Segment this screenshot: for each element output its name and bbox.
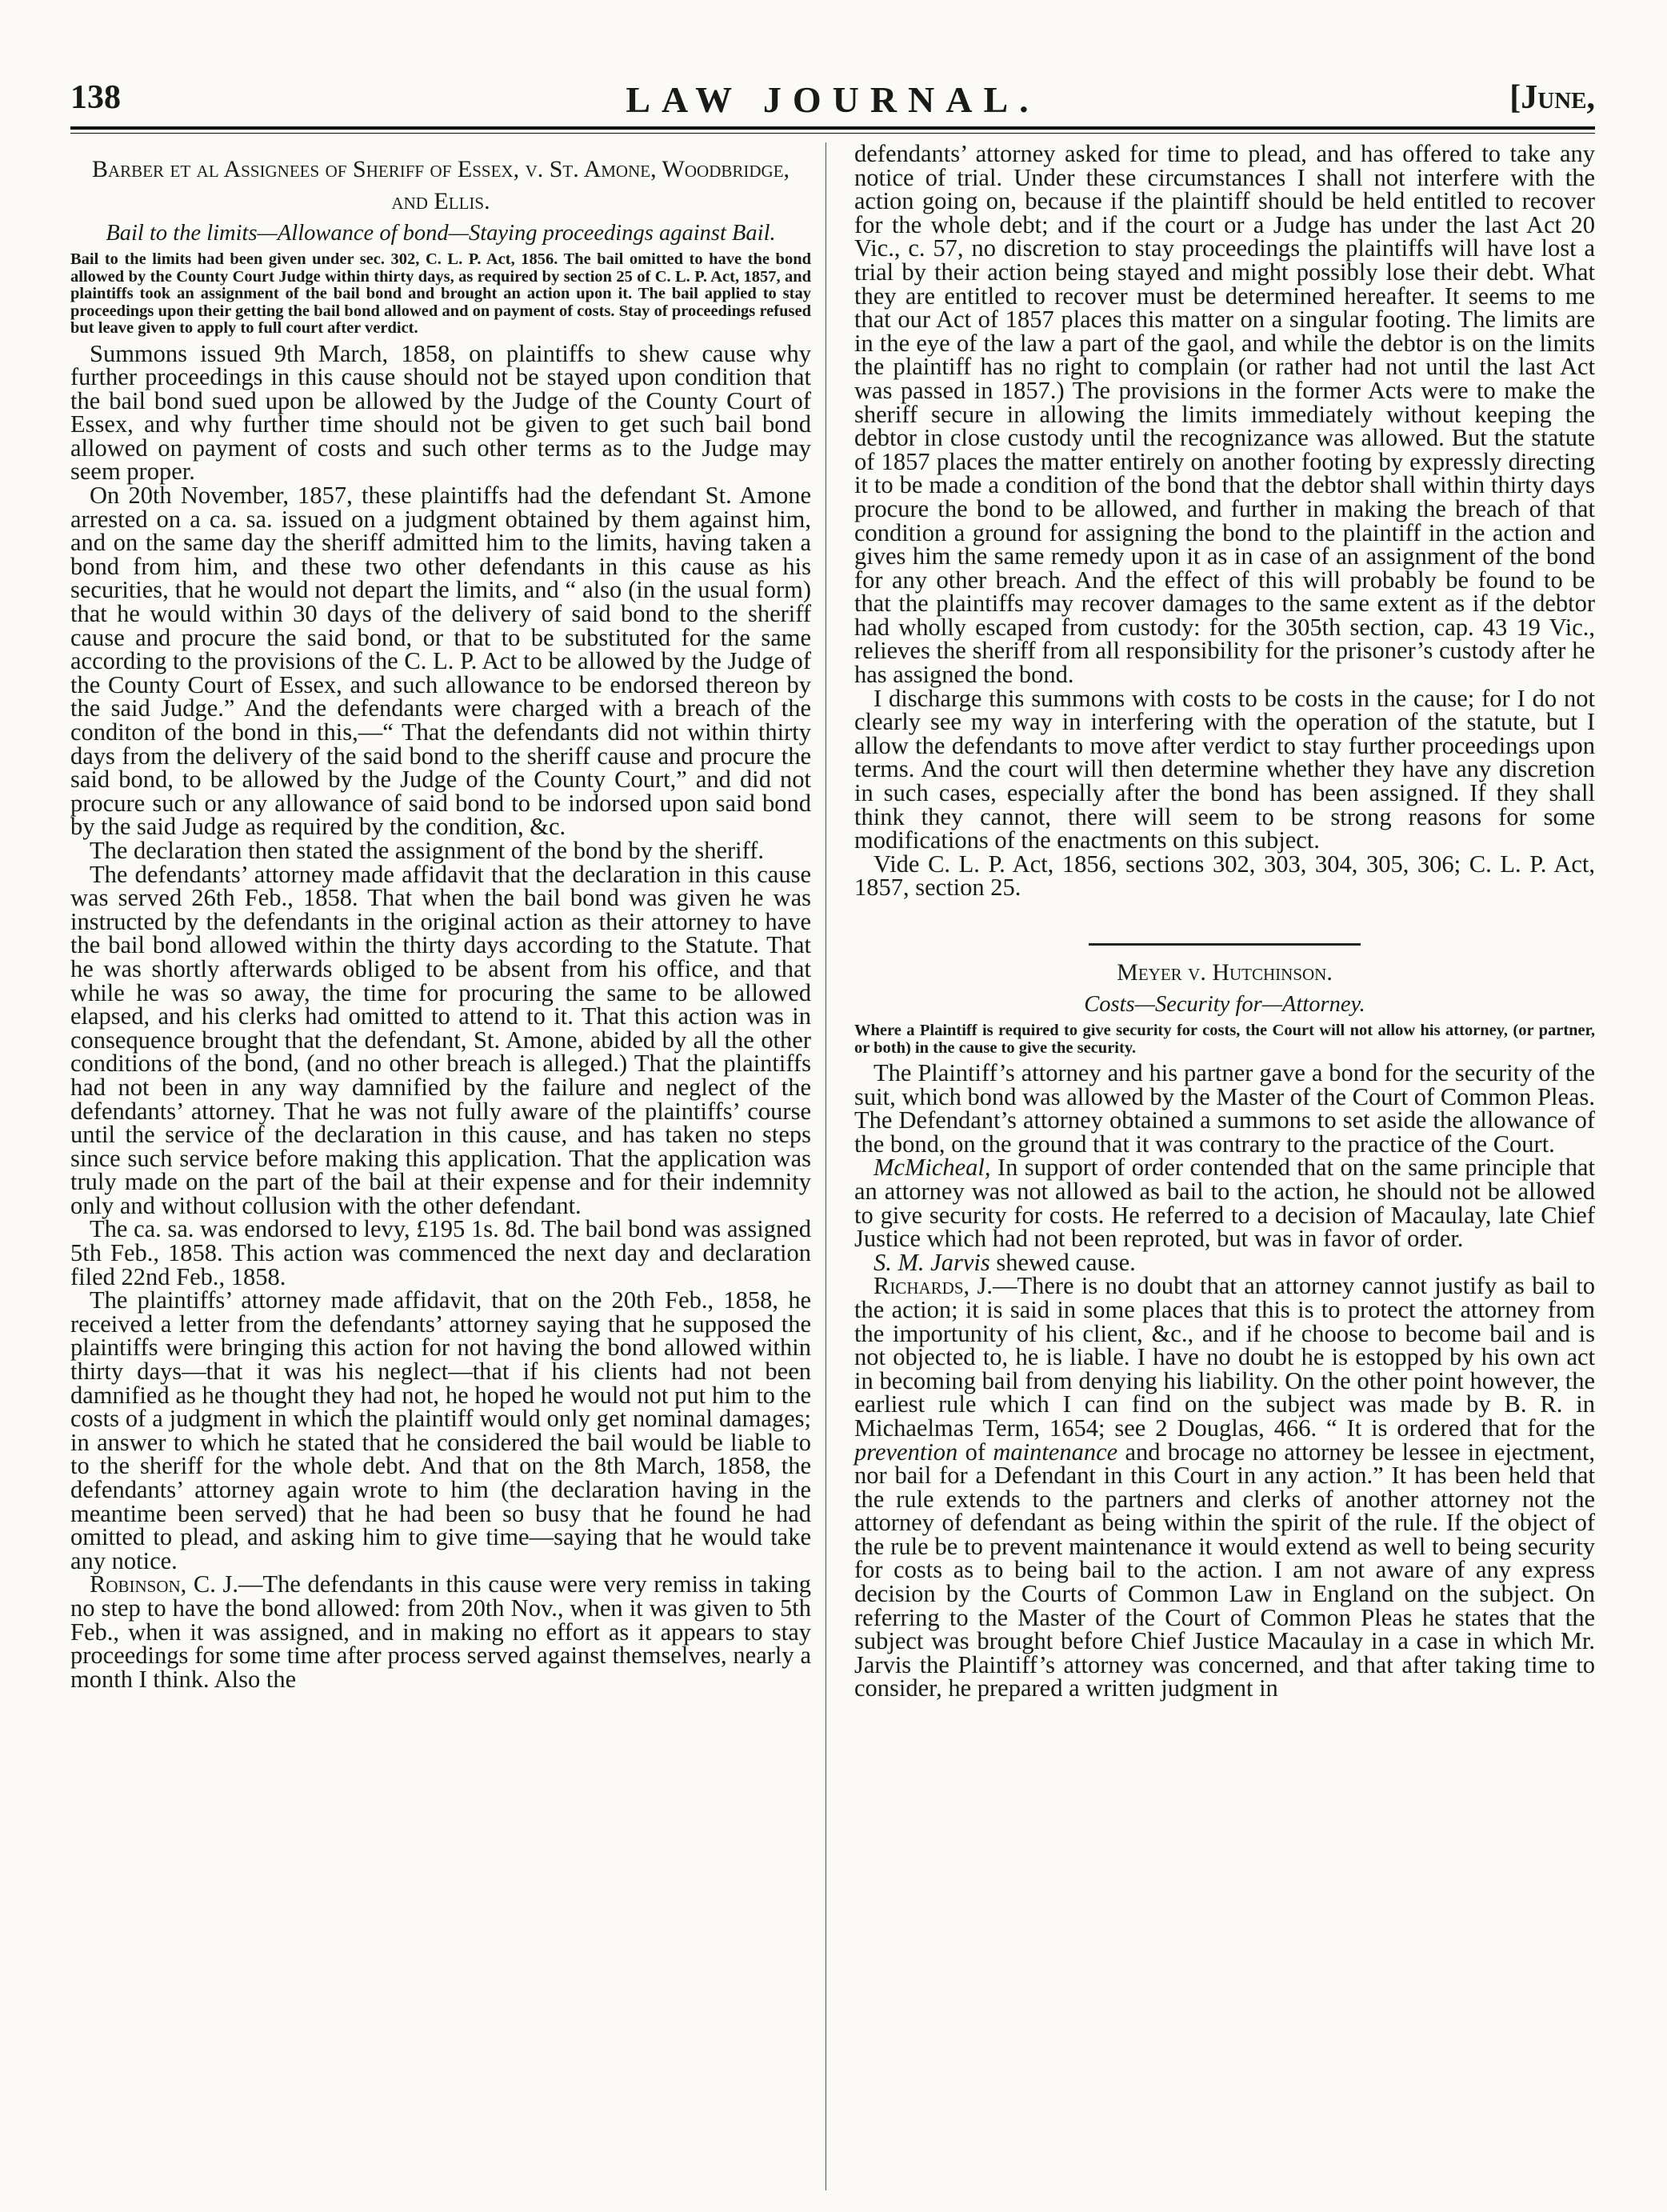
statute-reference: Vide C. L. P. Act, 1856, sections 302, 303, 304, 305, 306; C. L. P. Act, 1857, section 25. — [854, 850, 1595, 902]
case1-paragraph: Summons issued 9th March, 1858, on plaintiffs to shew cause why further proceedings in this cause should not be stayed upon condition that the bail bond sued upon be allowed by the Judge of the County Court of Essex, and why further time should not be given to get such bail bond allowed on payment of costs and such other terms as to the Judge may seem proper. — [70, 339, 811, 486]
judgment-continued: defendants’ attorney asked for time to plead, and has offered to take any notice of trial. Under these circumstances I shall not interfere with the action going on, because if the plaintiff should be held entitled to recover for the whole debt; and if the court or a Judge has under the last Act 20 Vic., c. 57, no discretion to stay proceedings the plaintiffs will have lost a trial by their action being stayed and might possibly lose their debt. What they are entitled to recover must be determined hereafter. It seems to me that our Act of 1857 places this matter on a singular footing. The limits are in the eye of the law a part of the gaol, and while the debtor is on the limits the plaintiff has no right to complain (or rather had not until the last Act was passed in 1857.) The provisions in the former Acts were to make the sheriff secure in allowing the limits immediately without keeping the debtor in close custody until the recognizance was allowed. But the statute of 1857 places the matter entirely on another footing by expressly directing it to be made a condition of the bond that the debtor shall within thirty days procure the bond to be allowed, and further in making the breach of that condition a ground for assigning the bond to the plaintiff in the action and gives him the same remedy upon it as in case of an assignment of the bond for any other breach. And the effect of this will probably be found to be that the plaintiffs may recover damages to the same extent as if the debtor had wholly escaped from custody: for the 305th section, cap. 43 19 Vic., relieves the sheriff from all responsibility for the prisoner’s custody after he has assigned the bond. — [854, 140, 1595, 689]
section-rule — [1089, 943, 1361, 946]
judge-name: Richards, J. — [873, 1272, 993, 1300]
counsel-text: shewed cause. — [989, 1248, 1136, 1276]
case2-subtitle: Costs—Security for—Attorney. — [1084, 992, 1365, 1017]
judgment-text: —The defendants in this cause were very remiss in taking no step to have the bond allowed: from 20th Nov., when it was given to 5th Feb., when it was assigned, and in making no effort as it appears to stay proceedings for some time after process served against themselves, nearly a month I think. Also the — [70, 1570, 811, 1693]
judgment-text: and brocage no attorney be lessee in ejectment, nor bail for a Defendant in this Court in any action.” It has been held that the rule extends to the partners and clerks of another attorney not the attorney of defendant as being within the spirit of the rule. If the object of the rule be to prevent maintenance it would extend as well to being security for costs as to being bail to the action. I am not aware of any express decision by the Courts of Common Law in England on the subject. On referring to the Master of the Court of Common Pleas he states that the subject was brought before Chief Justice Macaulay in a case in which Mr. Jarvis the Plaintiff’s attorney was concerned, and that after taking time to consider, he prepared a written judgment in — [854, 1438, 1595, 1702]
issue-month: [June, — [1509, 79, 1595, 116]
judgment-paragraph — [854, 1274, 1595, 1701]
case1-paragraph: The plaintiffs’ attorney made affidavit, that on the 20th Feb., 1858, he received a letter from the defendants’ attorney saying that he supposed the plaintiffs were bringing this action for not having the bond allowed within thirty days—that it was his neglect—that if his clients had not been damnified as he thought they had not, he hoped he would not put him to the costs of a judgment in which the plaintiff would only get nominal damages; in answer to which he stated that he considered the bail would be liable to to the sheriff for the whole debt. And that on the 8th March, 1858, the defendants’ attorney again wrote to him (the declaration having in the meantime been served) that he had been so busy that he found he had omitted to plead, and asking him to give time—saying that he would take any notice. — [70, 1286, 811, 1574]
counsel-name: McMicheal, — [873, 1154, 991, 1182]
case1-headnote: Bail to the limits had been given under sec. 302, C. L. P. Act, 1856. The bail omitted to have the bond allowed by the County Court Judge within thirty days, as required by section 25 of C. L. P. Act, 1857, and plaintiffs took an assignment of the bail bond and brought an action upon it. The bail applied to stay proceedings upon their getting the bail bond allowed and on payment of costs. Stay of proceedings refused but leave given to apply to full court after verdict. — [70, 250, 811, 337]
page-number: 138 — [70, 79, 121, 116]
journal-title: LAW JOURNAL. — [626, 79, 1040, 120]
judgment-paragraph — [70, 1570, 811, 1693]
running-header — [70, 78, 1595, 126]
counsel-name: S. M. Jarvis — [873, 1248, 990, 1276]
italic-term: maintenance — [993, 1438, 1118, 1466]
header-thin-rule — [70, 133, 1595, 134]
case2-title: Meyer v. Hutchinson. — [1117, 959, 1333, 986]
judgment-paragraph: I discharge this summons with costs to be costs in the cause; for I do not clearly see my way in interfering with the operation of the statute, but I allow the defendants to move after verdict to stay further proceedings upon terms. And the court will then determine whether they have any discretion in such cases, especially after the bond has been assigned. If they shall think they cannot, there will seem to be strong reasons for some modifications of the enactments on this subject. — [854, 684, 1595, 854]
counsel-paragraph — [854, 1154, 1595, 1253]
case1-paragraph: The declaration then stated the assignment of the bond by the sheriff. — [90, 836, 765, 864]
judgment-text: —There is no doubt that an attorney cannot justify as bail to the action; it is said in some places that this is to protect the attorney from the importunity of his client, &c., and if he choose to become bail and is not objected to, he is liable. I have no doubt he is estopped by his own act in becoming bail from denying his liability. On the other point however, the earliest rule which I can find on the subject was made by B. R. in Michaelmas Term, 1654; see 2 Douglas, 466. “ It is ordered that for the — [854, 1272, 1595, 1442]
case1-paragraph: The defendants’ attorney made affidavit that the declaration in this cause was served 26th Feb., 1858. That when the bail bond was given he was instructed by the defendants in the original action as their attorney to have the bail bond allowed within the thirty days according to the Statute. That he was shortly afterwards obliged to be absent from his office, and that while he was so away, the time for procuring the same to be allowed elapsed, and his clerks had omitted to attend to it. That this action was in consequence brought that the defendant, St. Amone, abided by all the other conditions of the bond, (and no other breach is alleged.) That the plaintiffs had not been in any way damnified by the failure and neglect of the defendants’ attorney. That he was not fully aware of the plaintiffs’ course until the service of the declaration in this cause, and has taken no steps since such service before making this application. That the application was truly made on the part of the bail at their expense and for their indemnity only and without collusion with the other defendant. — [70, 860, 811, 1219]
counsel-text: In support of order contended that on the same principle that an attorney was not allowed as bail to the action, he should not be allowed to give security for costs. He referred to a decision of Macaulay, late Chief Justice which had not been reproted, but was in favor of order. — [854, 1154, 1595, 1253]
counsel-paragraph — [854, 1248, 1595, 1276]
header-thick-rule — [70, 126, 1595, 130]
case2-headnote: Where a Plaintiff is required to give security for costs, the Court will not allow his attorney, (or partner, or both) in the cause to give the security. — [854, 1022, 1595, 1057]
judge-name: Robinson, C. J. — [90, 1570, 238, 1598]
italic-term: prevention — [854, 1438, 958, 1466]
case1-paragraph: On 20th November, 1857, these plaintiffs had the defendant St. Amone arrested on a ca. sa. issued on a judgment obtained by them against him, and on the same day the sheriff admitted him to the limits, having taken a bond from him, and these two other defendants in this cause as his securities, that he would not depart the limits, and “ also (in the usual form) that he would within 30 days of the delivery of said bond to the sheriff cause and procure the said bond, or that to be substituted for the same according to the provisions of the C. L. P. Act to be allowed by the Judge of the County Court of Essex, and such allowance to be endorsed thereon by the said Judge.” And the defendants were charged with a breach of the conditon of the bond in this,—“ That the defendants did not within thirty days from the delivery of the said bond to the sheriff cause and procure the said bond, to be allowed by the Judge of the County Court,” and did not procure such or any allowance of said bond to be indorsed upon said bond by the said Judge as required by the condition, &c. — [70, 482, 811, 841]
case1-title: Barber et al Assignees of Sheriff of Essex, v. St. Amone, Woodbridge, and Ellis. — [91, 156, 790, 214]
case1-subtitle: Bail to the limits—Allowance of bond—Staying proceedings against Bail. — [106, 221, 776, 246]
right-column — [854, 142, 1595, 1701]
left-column — [70, 142, 811, 1691]
case1-paragraph: The ca. sa. was endorsed to levy, £195 1s. 8d. The bail bond was assigned 5th Feb., 1858. This action was commenced the next day and declaration filed 22nd Feb., 1858. — [70, 1215, 811, 1290]
judgment-text: of — [957, 1438, 993, 1466]
case2-paragraph: The Plaintiff’s attorney and his partner gave a bond for the security of the suit, which bond was allowed by the Master of the Court of Common Pleas. The Defendant’s attorney obtained a summons to set aside the allowance of the bond, on the ground that it was contrary to the practice of the Court. — [854, 1059, 1595, 1158]
